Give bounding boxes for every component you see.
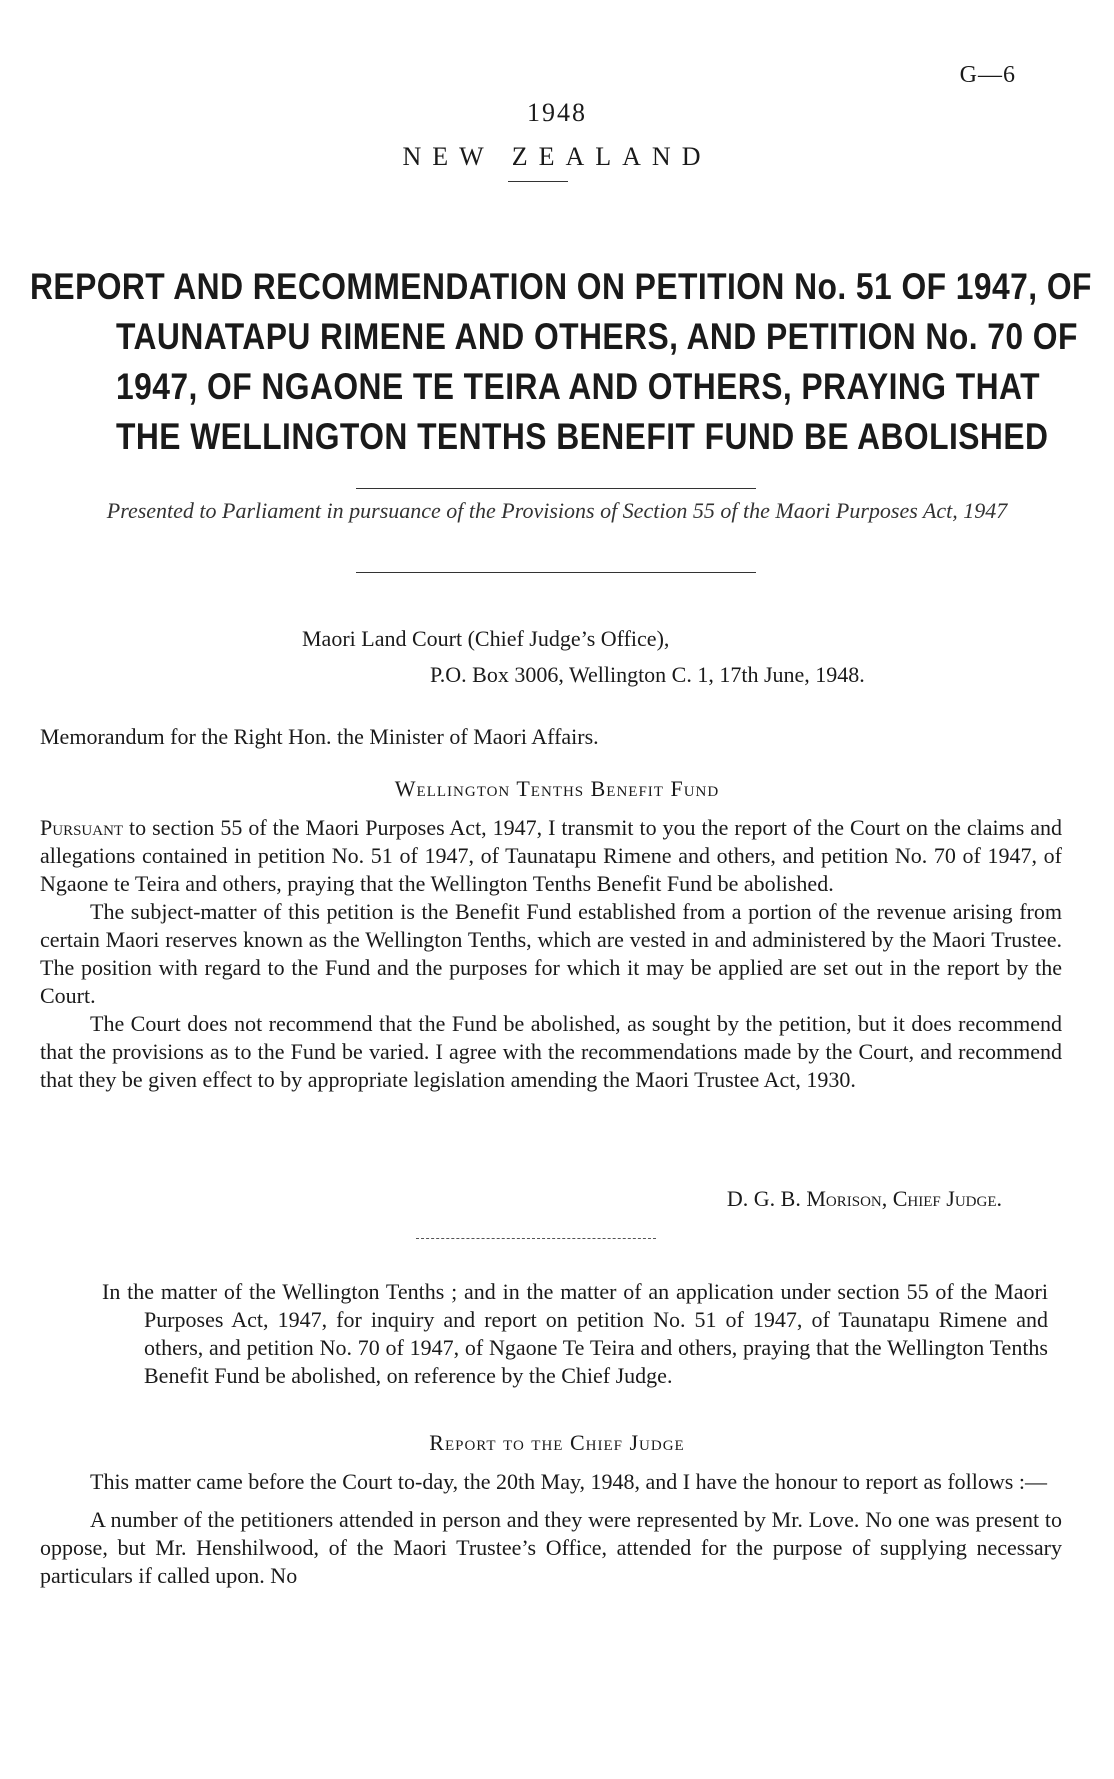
section-heading: Wellington Tenths Benefit Fund <box>394 776 720 801</box>
paragraph: A number of the petitioners attended in person and they were represented by Mr. Love. No one was present to oppose, but Mr. Henshilwood, of the Maori Trustee’s Office, attended for the purpose of supplying necessary particulars if called upon. No <box>40 1507 1062 1588</box>
section-heading: Report to the Chief Judge <box>429 1430 685 1455</box>
country-heading: NEW ZEALAND <box>402 142 712 171</box>
matter-statement: In the matter of the Wellington Tenths ; and in the matter of an application under section 55 of the Maori Purposes Act, 1947, for inquiry and report on petition No. 51 of 1947, of Taunatapu Rimene and others, and petition No. 70 of 1947, of Ngaone Te Teira and others, praying that the Wellington Tenths Benefit Fund be abolished, on reference by the Chief Judge. <box>102 1279 1048 1388</box>
signature: D. G. B. Morison, Chief Judge. <box>726 1186 1002 1211</box>
address-date: P.O. Box 3006, Wellington C. 1, 17th June, 1948. <box>430 662 865 687</box>
lead-word: Pursuant <box>40 815 124 840</box>
title-line: THE WELLINGTON TENTHS BENEFIT FUND BE ABOLISHED <box>116 416 1049 457</box>
document-year: 1948 <box>527 98 587 127</box>
paragraph-text: to section 55 of the Maori Purposes Act, 1947, I transmit to you the report of the Court on the claims and allegations contained in petition No. 51 of 1947, of Taunatapu Rimene and others, and petition No. 70 of 1947, of Ngaone te Teira and others, praying that the Wellington Tenths Benefit Fund be abolished. <box>40 815 1062 896</box>
title-line: 1947, OF NGAONE TE TEIRA AND OTHERS, PRAYING THAT <box>116 366 1040 407</box>
paragraph: The Court does not recommend that the Fund be abolished, as sought by the petition, but it does recommend that the provisions as to the Fund be varied. I agree with the recommendations made by the Court, and recommend that they be given effect to by appropriate legislation amending the Maori Trustee Act, 1930. <box>40 1011 1062 1092</box>
report-body <box>40 1468 1062 1600</box>
title-line: TAUNATAPU RIMENE AND OTHERS, AND PETITION No. 70 OF <box>116 316 1078 357</box>
divider <box>356 488 756 489</box>
court-office: Maori Land Court (Chief Judge’s Office), <box>302 626 670 651</box>
paragraph <box>40 814 1062 898</box>
divider <box>416 1238 656 1239</box>
memorandum-body <box>40 814 1062 1094</box>
divider <box>508 181 568 182</box>
paragraph: This matter came before the Court to-day, the 20th May, 1948, and I have the honour to report as follows :— <box>90 1469 1047 1494</box>
memorandum-salutation: Memorandum for the Right Hon. the Minister of Maori Affairs. <box>40 724 599 749</box>
divider <box>356 572 756 573</box>
presented-note: Presented to Parliament in pursuance of the Provisions of Section 55 of the Maori Purposes Act, 1947 <box>106 498 1008 523</box>
page-reference: G—6 <box>959 62 1016 88</box>
title-line: REPORT AND RECOMMENDATION ON PETITION No. 51 OF 1947, OF <box>30 266 1092 307</box>
paragraph: The subject-matter of this petition is the Benefit Fund established from a portion of the revenue arising from certain Maori reserves known as the Wellington Tenths, which are vested in and administered by the Maori Trustee. The position with regard to the Fund and the purposes for which it may be applied are set out in the report by the Court. <box>40 899 1062 1008</box>
page-title <box>30 262 1092 462</box>
